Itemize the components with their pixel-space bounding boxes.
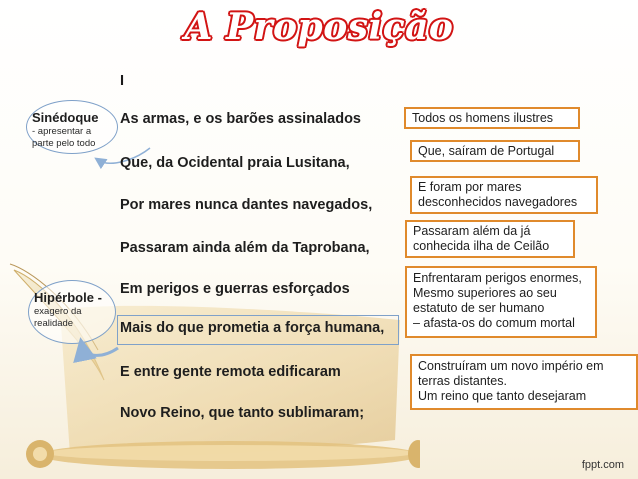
verse-8: Novo Reino, que tanto sublimaram;: [120, 405, 365, 421]
explanation-box-1: Todos os homens ilustres: [404, 107, 580, 129]
verse-5: Em perigos e guerras esforçados: [120, 281, 350, 297]
explanation-box-3: E foram por mares desconhecidos navegadores: [410, 176, 598, 214]
verse-6: Mais do que prometia a força humana,: [120, 320, 385, 336]
explanation-box-5: Enfrentaram perigos enormes, Mesmo superiores ao seu estatuto de ser humano – afasta-os do comum mortal: [405, 266, 597, 338]
verse-3: Por mares nunca dantes navegados,: [120, 197, 373, 213]
verse-2: Que, da Ocidental praia Lusitana,: [120, 155, 350, 171]
explanation-box-6: Construíram um novo império em terras distantes. Um reino que tanto desejaram: [410, 354, 638, 410]
sinedoque-description: - apresentar a parte pelo todo: [32, 126, 96, 149]
verse-7: E entre gente remota edificaram: [120, 364, 341, 380]
page-title: A Proposição: [184, 6, 454, 48]
explanation-box-2: Que, saíram de Portugal: [410, 140, 580, 162]
hiperbole-description: exagero da realidade: [34, 306, 82, 329]
stanza-number: I: [120, 73, 125, 89]
explanation-box-4: Passaram além da já conhecida ilha de Ceilão: [405, 220, 575, 258]
hiperbole-label: Hipérbole -: [34, 290, 102, 305]
verse-1: As armas, e os barões assinalados: [120, 111, 361, 127]
sinedoque-label: Sinédoque: [32, 110, 99, 125]
footer-brand: fppt.com: [581, 459, 624, 471]
verse-4: Passaram ainda além da Taprobana,: [120, 240, 370, 256]
hiperbole-arrow: [82, 346, 118, 355]
